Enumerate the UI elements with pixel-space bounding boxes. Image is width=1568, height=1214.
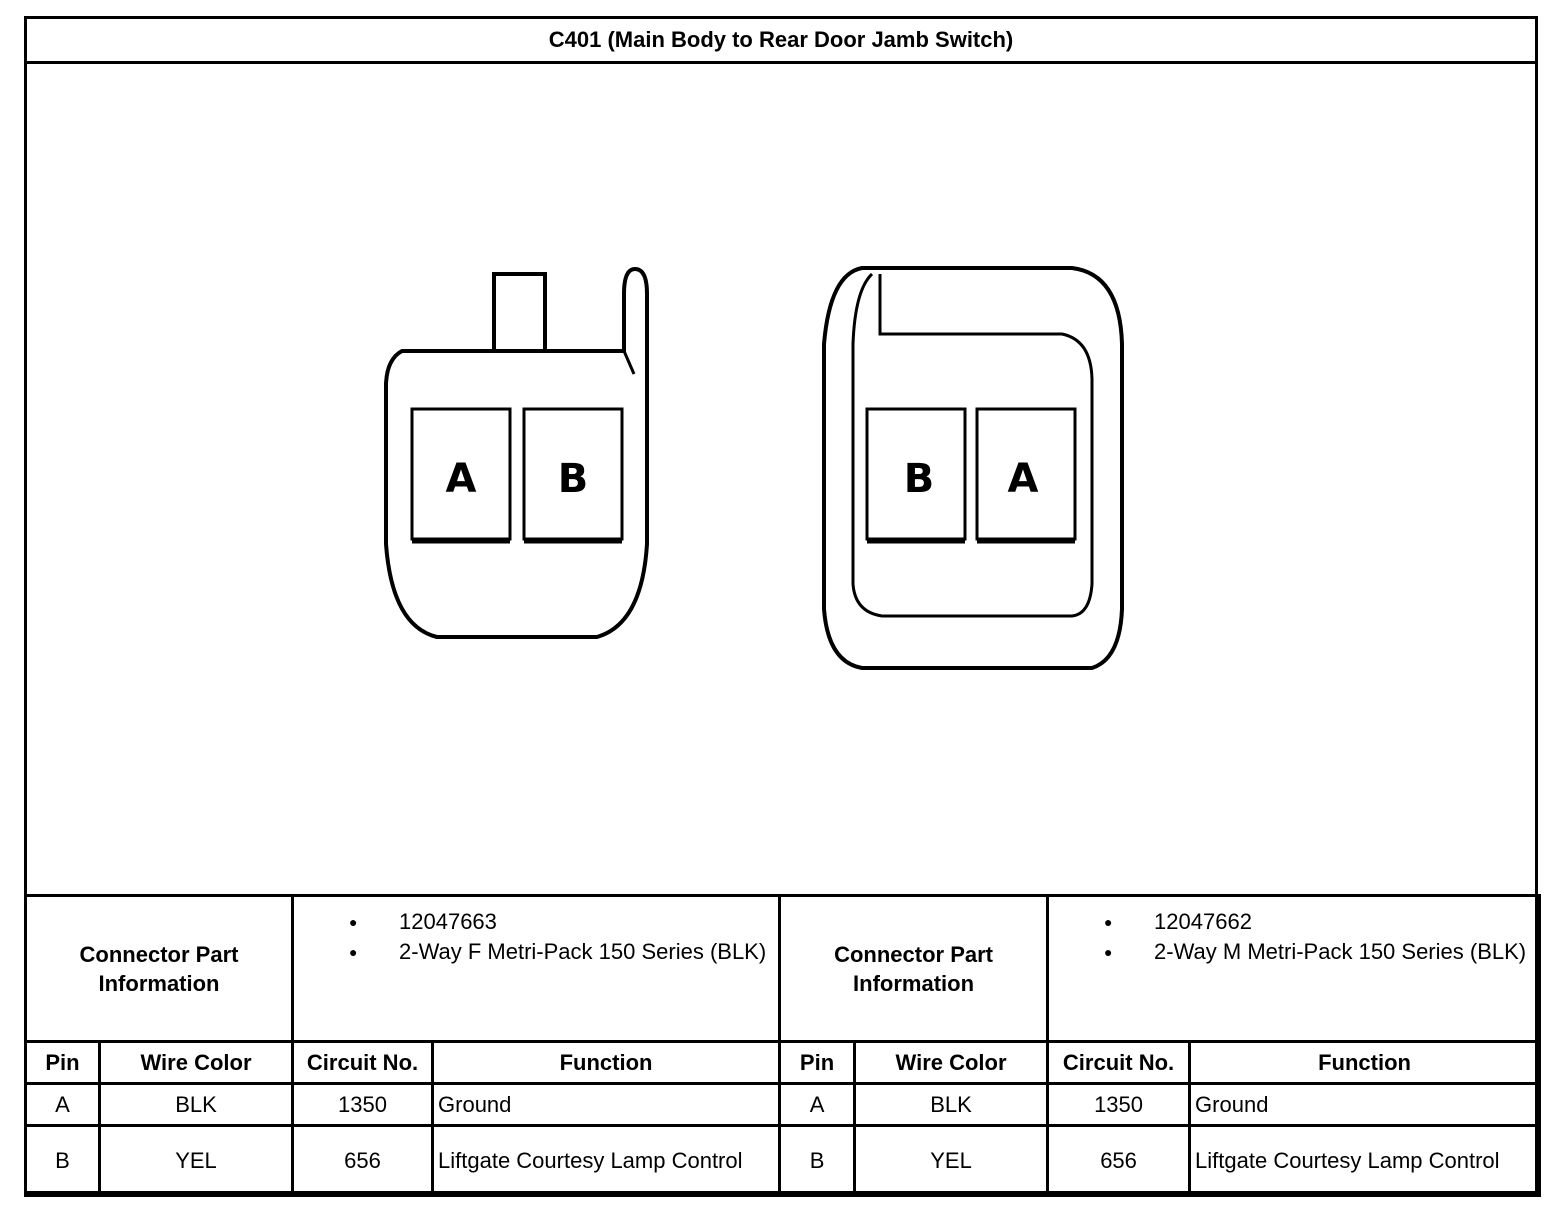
pin-cell: B <box>26 1126 100 1196</box>
part-number: ● 12047662 <box>1154 907 1538 937</box>
wire-color-header: Wire Color <box>855 1042 1048 1084</box>
connector-part-info-label: Connector Part Information <box>780 896 1048 1042</box>
pin-header: Pin <box>26 1042 100 1084</box>
cavity-label: A <box>445 456 477 502</box>
connector-part-info <box>1048 896 1540 1042</box>
pin-cell: A <box>26 1084 100 1126</box>
pin-cell: A <box>780 1084 855 1126</box>
connector-diagram <box>27 64 1535 894</box>
connector-part-info <box>293 896 780 1042</box>
function-cell: Liftgate Courtesy Lamp Control <box>1190 1126 1540 1196</box>
male-connector-face <box>824 268 1122 668</box>
function-header: Function <box>433 1042 780 1084</box>
column-header-row <box>26 1042 1540 1084</box>
female-connector-lock-tab <box>494 274 545 351</box>
function-cell: Ground <box>433 1084 780 1126</box>
circuit-number-cell: 656 <box>1048 1126 1190 1196</box>
cavity-label: B <box>557 456 589 502</box>
connector-sheet <box>24 16 1538 1194</box>
connector-part-info-label: Connector Part Information <box>26 896 293 1042</box>
female-connector-face <box>386 269 647 637</box>
circuit-number-header: Circuit No. <box>293 1042 433 1084</box>
circuit-number-cell: 1350 <box>293 1084 433 1126</box>
female-connector-latch-seam <box>624 351 634 374</box>
circuit-number-header: Circuit No. <box>1048 1042 1190 1084</box>
circuit-number-cell: 656 <box>293 1126 433 1196</box>
part-description: ● 2-Way M Metri-Pack 150 Series (BLK) <box>1154 937 1538 967</box>
male-connector-outer-shell <box>824 268 1122 668</box>
part-number: ● 12047663 <box>399 907 778 937</box>
diagram-title: C401 (Main Body to Rear Door Jamb Switch) <box>27 19 1535 64</box>
wire-color-cell: BLK <box>855 1084 1048 1126</box>
wire-color-header: Wire Color <box>100 1042 293 1084</box>
male-connector-inner-shroud <box>853 274 1092 616</box>
connector-info-table <box>24 894 1541 1197</box>
table-row <box>26 1126 1540 1196</box>
function-header: Function <box>1190 1042 1540 1084</box>
function-cell: Liftgate Courtesy Lamp Control <box>433 1126 780 1196</box>
cavity-label: B <box>903 456 935 502</box>
female-connector-body <box>386 269 647 637</box>
circuit-number-cell: 1350 <box>1048 1084 1190 1126</box>
pin-cell: B <box>780 1126 855 1196</box>
cavity-label: A <box>1007 456 1039 502</box>
wire-color-cell: BLK <box>100 1084 293 1126</box>
wire-color-cell: YEL <box>100 1126 293 1196</box>
table-row <box>26 1084 1540 1126</box>
function-cell: Ground <box>1190 1084 1540 1126</box>
wire-color-cell: YEL <box>855 1126 1048 1196</box>
part-info-row <box>26 896 1540 1042</box>
pin-header: Pin <box>780 1042 855 1084</box>
part-description: ● 2-Way F Metri-Pack 150 Series (BLK) <box>399 937 778 967</box>
